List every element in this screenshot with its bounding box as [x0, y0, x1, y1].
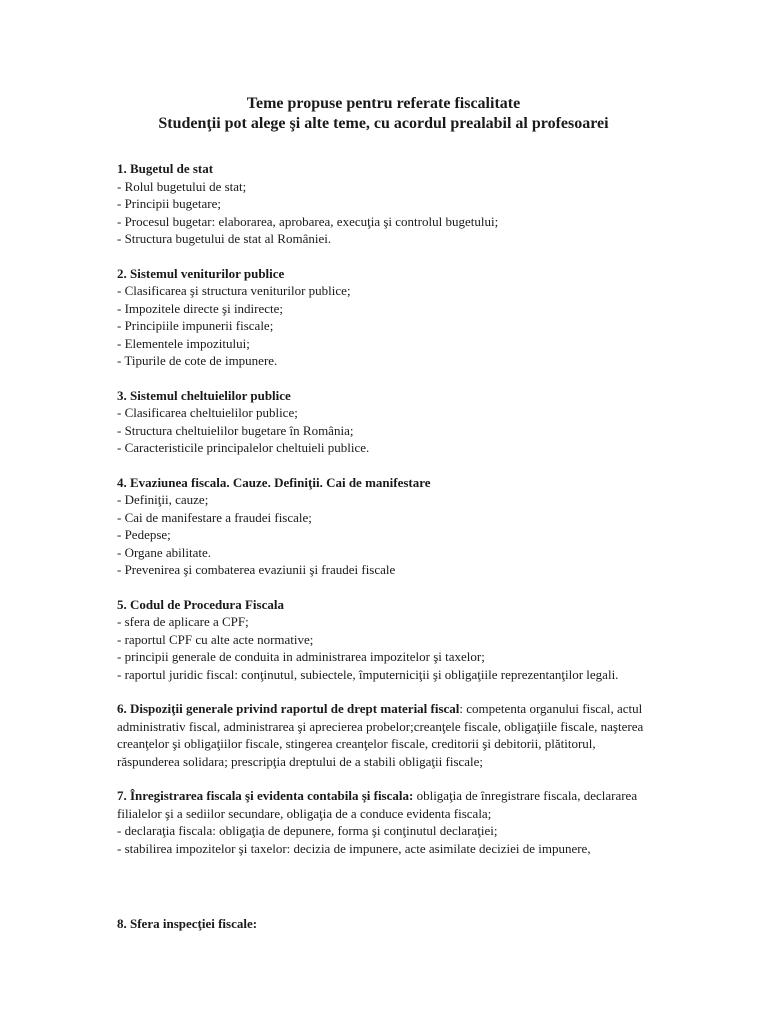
section-3: [117, 387, 650, 457]
list-item: - Principii bugetare;: [117, 196, 221, 211]
section-items: [117, 404, 650, 457]
section-paragraph: [117, 787, 650, 822]
section-heading: 4. Evaziunea fiscala. Cauze. Definiţii. Cai de manifestare: [117, 474, 431, 490]
section-2: [117, 265, 650, 370]
document-header: [117, 94, 650, 134]
list-item: - principii generale de conduita in administrarea impozitelor şi taxelor;: [117, 649, 485, 664]
section-items: [117, 613, 650, 683]
list-item: - raportul juridic fiscal: conţinutul, subiectele, împuterniciţii şi obligaţiile reprezentanţilor legali.: [117, 666, 619, 682]
list-item: - sfera de aplicare a CPF;: [117, 614, 249, 629]
section-6: [117, 700, 650, 770]
list-item: - Structura cheltuielilor bugetare în România;: [117, 422, 354, 438]
section-8: [117, 915, 650, 933]
section-items: [117, 491, 650, 579]
section-heading: 7. Înregistrarea fiscala şi evidenta contabila şi fiscala:: [117, 788, 414, 803]
list-item: - Clasificarea şi structura veniturilor publice;: [117, 283, 351, 298]
list-item: - Cai de manifestare a fraudei fiscale;: [117, 509, 312, 525]
section-5: [117, 596, 650, 684]
list-item: - Prevenirea şi combaterea evaziunii şi fraudei fiscale: [117, 562, 396, 577]
list-item: - declaraţia fiscala: obligaţia de depunere, forma şi conţinutul declaraţiei;: [117, 823, 498, 838]
list-item: - Structura bugetului de stat al României.: [117, 231, 332, 246]
list-item: - raportul CPF cu alte acte normative;: [117, 631, 314, 647]
section-heading: 8. Sfera inspecţiei fiscale:: [117, 916, 258, 931]
section-body: : competenta organului fiscal, actul administrativ fiscal, administrarea şi aprecierea probelor;creanţele fiscale, obligaţiile fiscale, naşterea creanţelor şi obligaţiilor fiscale, stingerea creanţelor fiscale, creditorii şi debitorii, plătitorul, răspunderea solidara; prescripţia dreptului de a stabili obligaţii fiscale;: [117, 701, 644, 769]
section-heading: 6. Dispoziţii generale privind raportul de drept material fiscal: [117, 701, 460, 716]
document-title: Teme propuse pentru referate fiscalitate: [246, 95, 521, 112]
list-item: - Procesul bugetar: elaborarea, aprobarea, execuţia şi controlul bugetului;: [117, 213, 499, 229]
section-heading: 3. Sistemul cheltuielilor publice: [117, 387, 291, 403]
section-4: [117, 474, 650, 579]
list-item: - Pedepse;: [117, 527, 171, 542]
section-items: [117, 822, 650, 857]
list-item: - Impozitele directe şi indirecte;: [117, 300, 284, 316]
list-item: - Tipurile de cote de impunere.: [117, 353, 278, 368]
section-heading: 5. Codul de Procedura Fiscala: [117, 596, 284, 612]
document-subtitle: Studenţii pot alege şi alte teme, cu acordul prealabil al profesoarei: [158, 115, 609, 132]
section-items: [117, 178, 650, 248]
section-heading: 2. Sistemul veniturilor publice: [117, 265, 285, 281]
list-item: - Principiile impunerii fiscale;: [117, 318, 274, 333]
section-items: [117, 282, 650, 370]
list-item: - Caracteristicile principalelor cheltuieli publice.: [117, 440, 370, 455]
list-item: - stabilirea impozitelor şi taxelor: decizia de impunere, acte asimilate deciziei de impunere,: [117, 840, 591, 856]
section-paragraph: [117, 700, 650, 770]
list-item: - Definiţii, cauze;: [117, 492, 209, 507]
list-item: - Clasificarea cheltuielilor publice;: [117, 405, 298, 420]
section-heading: 1. Bugetul de stat: [117, 161, 214, 176]
section-1: [117, 160, 650, 248]
list-item: - Elementele impozitului;: [117, 335, 250, 351]
list-item: - Organe abilitate.: [117, 544, 211, 560]
section-body: obligaţia de înregistrare fiscala, declararea filialelor şi a sediilor secundare, obligaţia de a conduce evidenta fiscala;: [117, 788, 638, 821]
section-7: [117, 787, 650, 857]
list-item: - Rolul bugetului de stat;: [117, 178, 247, 194]
